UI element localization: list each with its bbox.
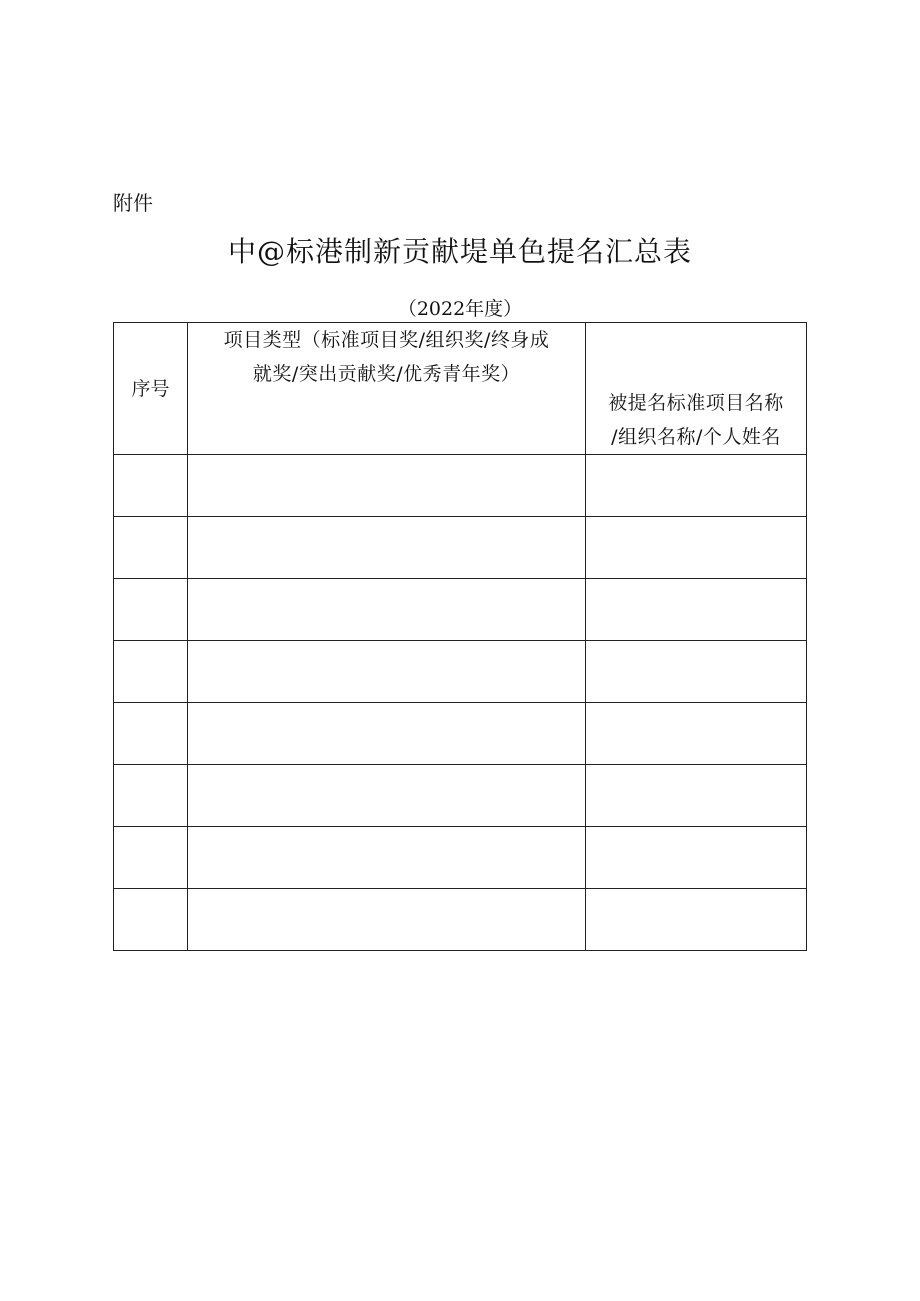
serial-number-cell [114, 827, 188, 889]
document-subtitle-year: （2022年度） [397, 298, 523, 320]
header-project-type-line2: 就奖/突出贡献奖/优秀青年奖） [252, 363, 521, 385]
nominee-name-cell [586, 827, 807, 889]
project-type-cell [188, 889, 586, 951]
header-row [114, 323, 807, 455]
nominee-name-cell [586, 765, 807, 827]
document-title: 中@标港制新贡献堤单色提名汇总表 [227, 235, 692, 268]
serial-number-cell [114, 641, 188, 703]
serial-number-cell [114, 579, 188, 641]
header-serial-number [114, 323, 188, 455]
table-row [114, 517, 807, 579]
serial-number-cell [114, 455, 188, 517]
header-nominee-name [586, 323, 807, 455]
project-type-cell [188, 827, 586, 889]
table-row [114, 455, 807, 517]
serial-number-cell [114, 765, 188, 827]
table-row [114, 641, 807, 703]
serial-number-cell [114, 703, 188, 765]
nominee-name-cell [586, 641, 807, 703]
table-row [114, 703, 807, 765]
table-header [114, 323, 807, 455]
nominee-name-cell [586, 455, 807, 517]
header-project-type-line1: 项目类型（标准项目奖/组织奖/终身成 [223, 329, 550, 351]
header-serial-number-text: 序号 [131, 377, 170, 400]
project-type-cell [188, 579, 586, 641]
attachment-label: 附件 [113, 191, 153, 215]
nominee-name-cell [586, 517, 807, 579]
project-type-cell [188, 641, 586, 703]
header-nominee-name-line1: 被提名标准项目名称 [608, 392, 784, 414]
table-row [114, 889, 807, 951]
serial-number-cell [114, 889, 188, 951]
header-project-type [188, 323, 586, 455]
table-body [114, 455, 807, 951]
project-type-cell [188, 765, 586, 827]
project-type-cell [188, 455, 586, 517]
nominee-name-cell [586, 703, 807, 765]
table-row [114, 579, 807, 641]
table-row [114, 827, 807, 889]
nomination-summary-table [113, 322, 807, 951]
serial-number-cell [114, 517, 188, 579]
table-row [114, 765, 807, 827]
project-type-cell [188, 703, 586, 765]
nominee-name-cell [586, 579, 807, 641]
nominee-name-cell [586, 889, 807, 951]
header-nominee-name-line2: /组织名称/个人姓名 [611, 426, 781, 448]
project-type-cell [188, 517, 586, 579]
